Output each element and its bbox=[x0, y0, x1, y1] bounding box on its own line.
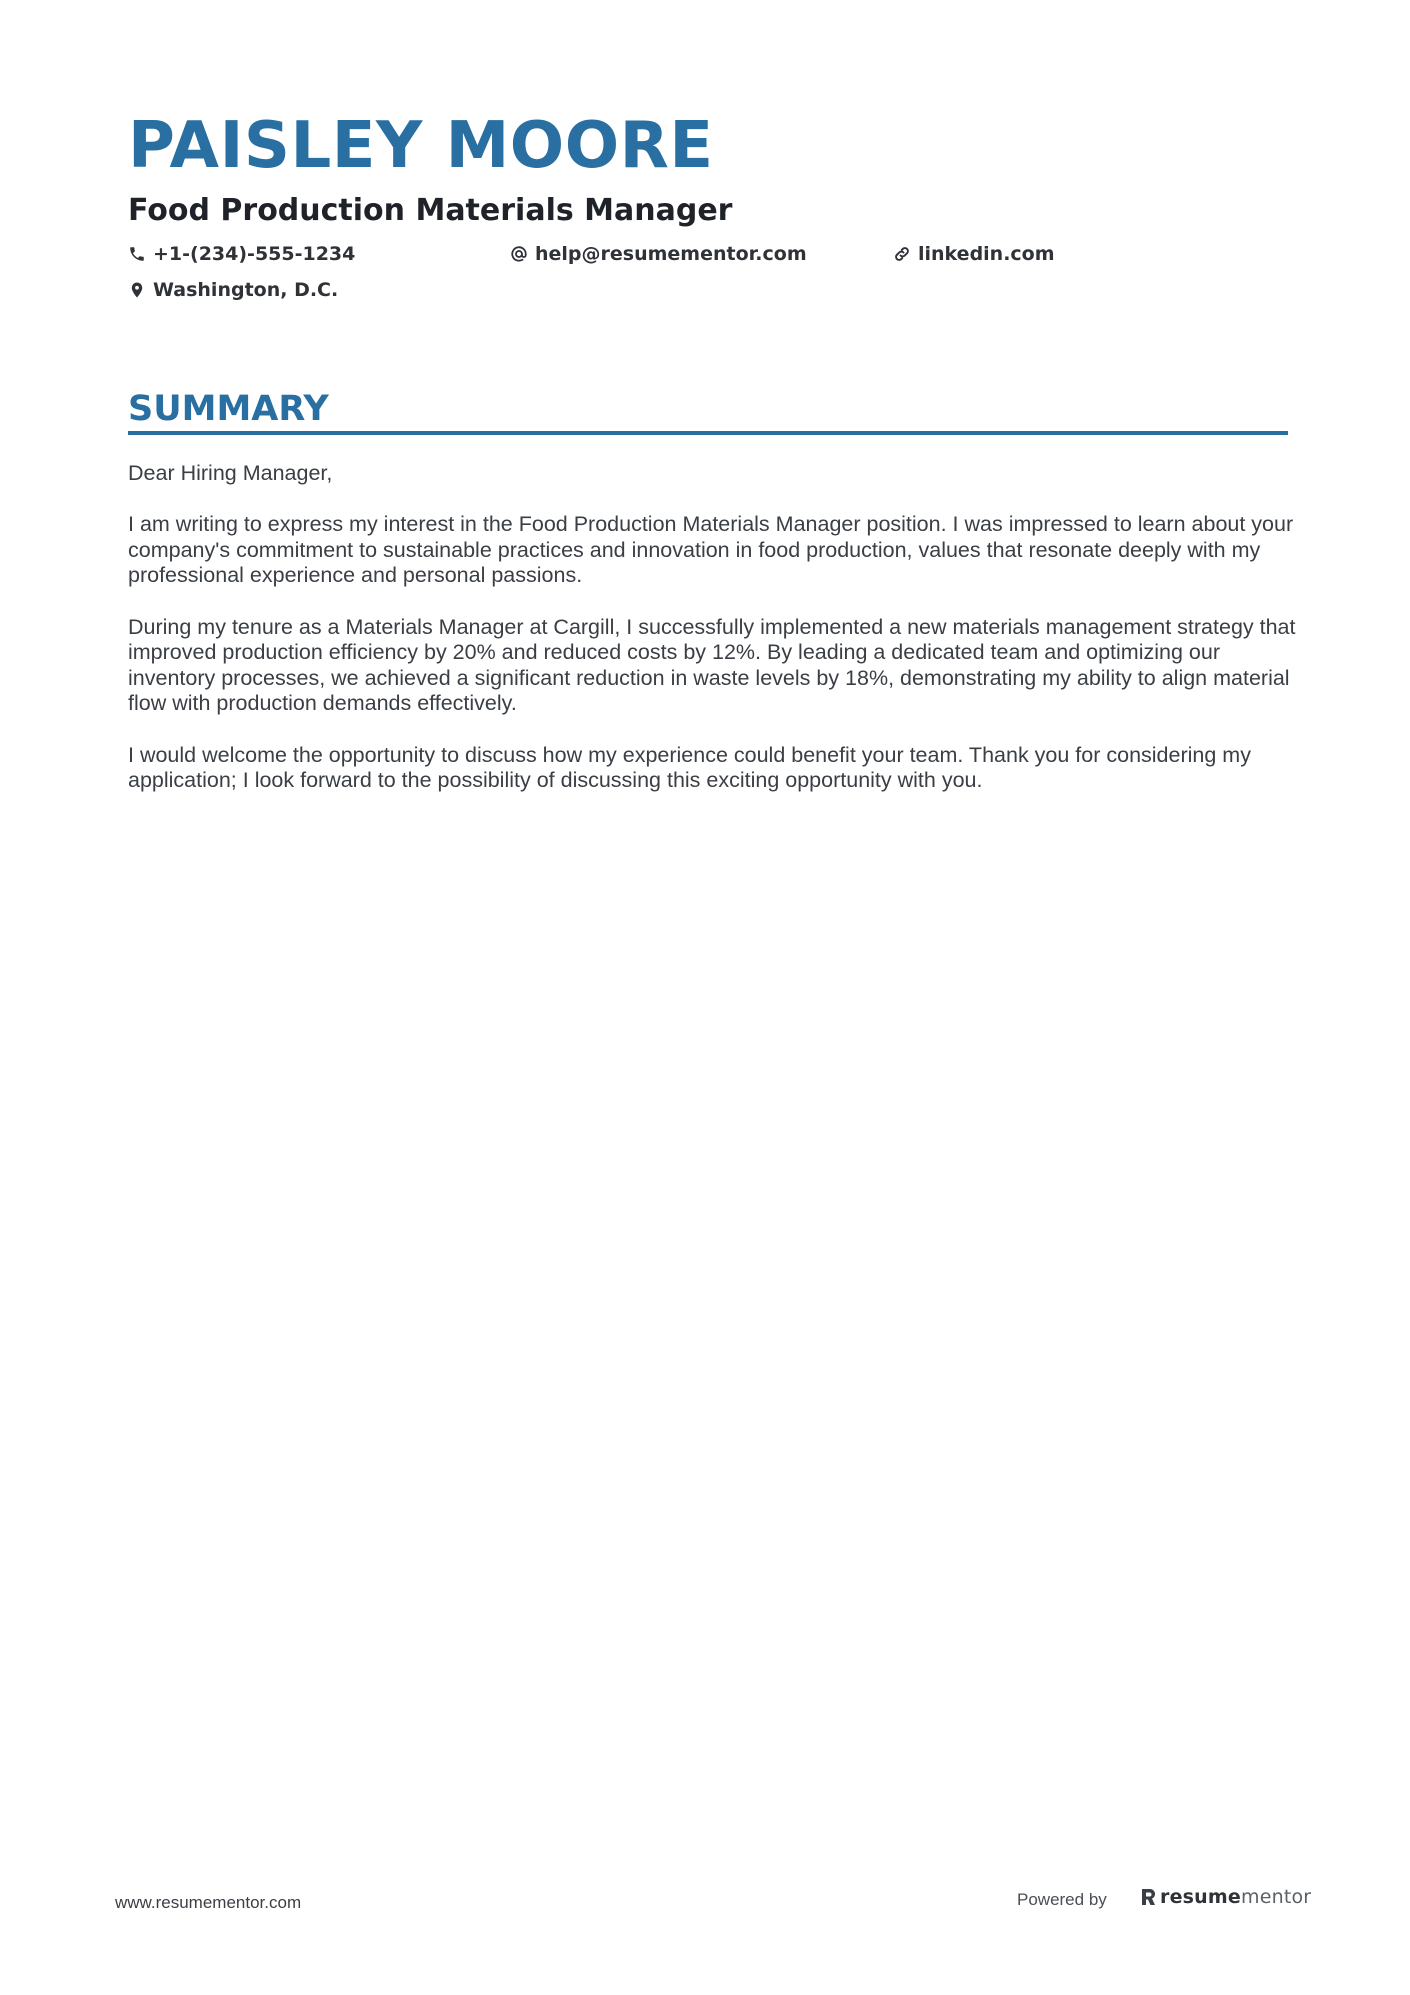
contact-location bbox=[128, 278, 338, 302]
contact-website bbox=[893, 242, 1055, 266]
brand-name-part1: resume bbox=[1160, 1886, 1241, 1908]
summary-heading: SUMMARY bbox=[128, 389, 329, 429]
phone-text: +1-(234)-555-1234 bbox=[153, 243, 356, 265]
footer-website[interactable]: www.resumementor.com bbox=[115, 1893, 302, 1912]
link-icon bbox=[893, 245, 911, 263]
letter-paragraph: I would welcome the opportunity to discuss how my experience could benefit your team. Thank you for considering my application; I look forward to the possibility of discussing this exciting opportunity with you. bbox=[128, 742, 1251, 793]
candidate-name: PAISLEY MOORE bbox=[128, 109, 714, 183]
brand-name-part2: mentor bbox=[1240, 1886, 1312, 1908]
letter-paragraph: During my tenure as a Materials Manager at Cargill, I successfully implemented a new materials management strategy that improved production efficiency by 20% and reduced costs by 12%. By leading a dedicated team and optimizing our inventory processes, we achieved a significant reduction in waste levels by 18%, demonstrating my ability to align material flow with production demands effectively. bbox=[128, 614, 1296, 716]
contact-email bbox=[510, 242, 807, 266]
job-title: Food Production Materials Manager bbox=[128, 193, 733, 228]
section-divider bbox=[128, 431, 1288, 435]
letter-paragraph: I am writing to express my interest in the Food Production Materials Manager position. I was impressed to learn about your company's commitment to sustainable practices and innovation in food production, values that resonate deeply with my professional experience and personal passions. bbox=[128, 512, 1294, 588]
resumementor-logo-icon bbox=[1140, 1887, 1156, 1907]
cover-letter-body bbox=[128, 461, 1298, 819]
brand-name bbox=[1160, 1886, 1311, 1908]
email-link[interactable]: help@resumementor.com bbox=[535, 243, 807, 265]
powered-by-label: Powered by bbox=[1017, 1890, 1107, 1909]
letter-salutation: Dear Hiring Manager, bbox=[128, 461, 333, 485]
brand-logo[interactable] bbox=[1140, 1886, 1311, 1908]
location-text: Washington, D.C. bbox=[153, 279, 339, 301]
at-icon bbox=[510, 245, 528, 263]
map-pin-icon bbox=[128, 281, 146, 299]
website-link[interactable]: linkedin.com bbox=[918, 243, 1055, 265]
contact-phone bbox=[128, 242, 355, 266]
phone-icon bbox=[128, 245, 146, 263]
